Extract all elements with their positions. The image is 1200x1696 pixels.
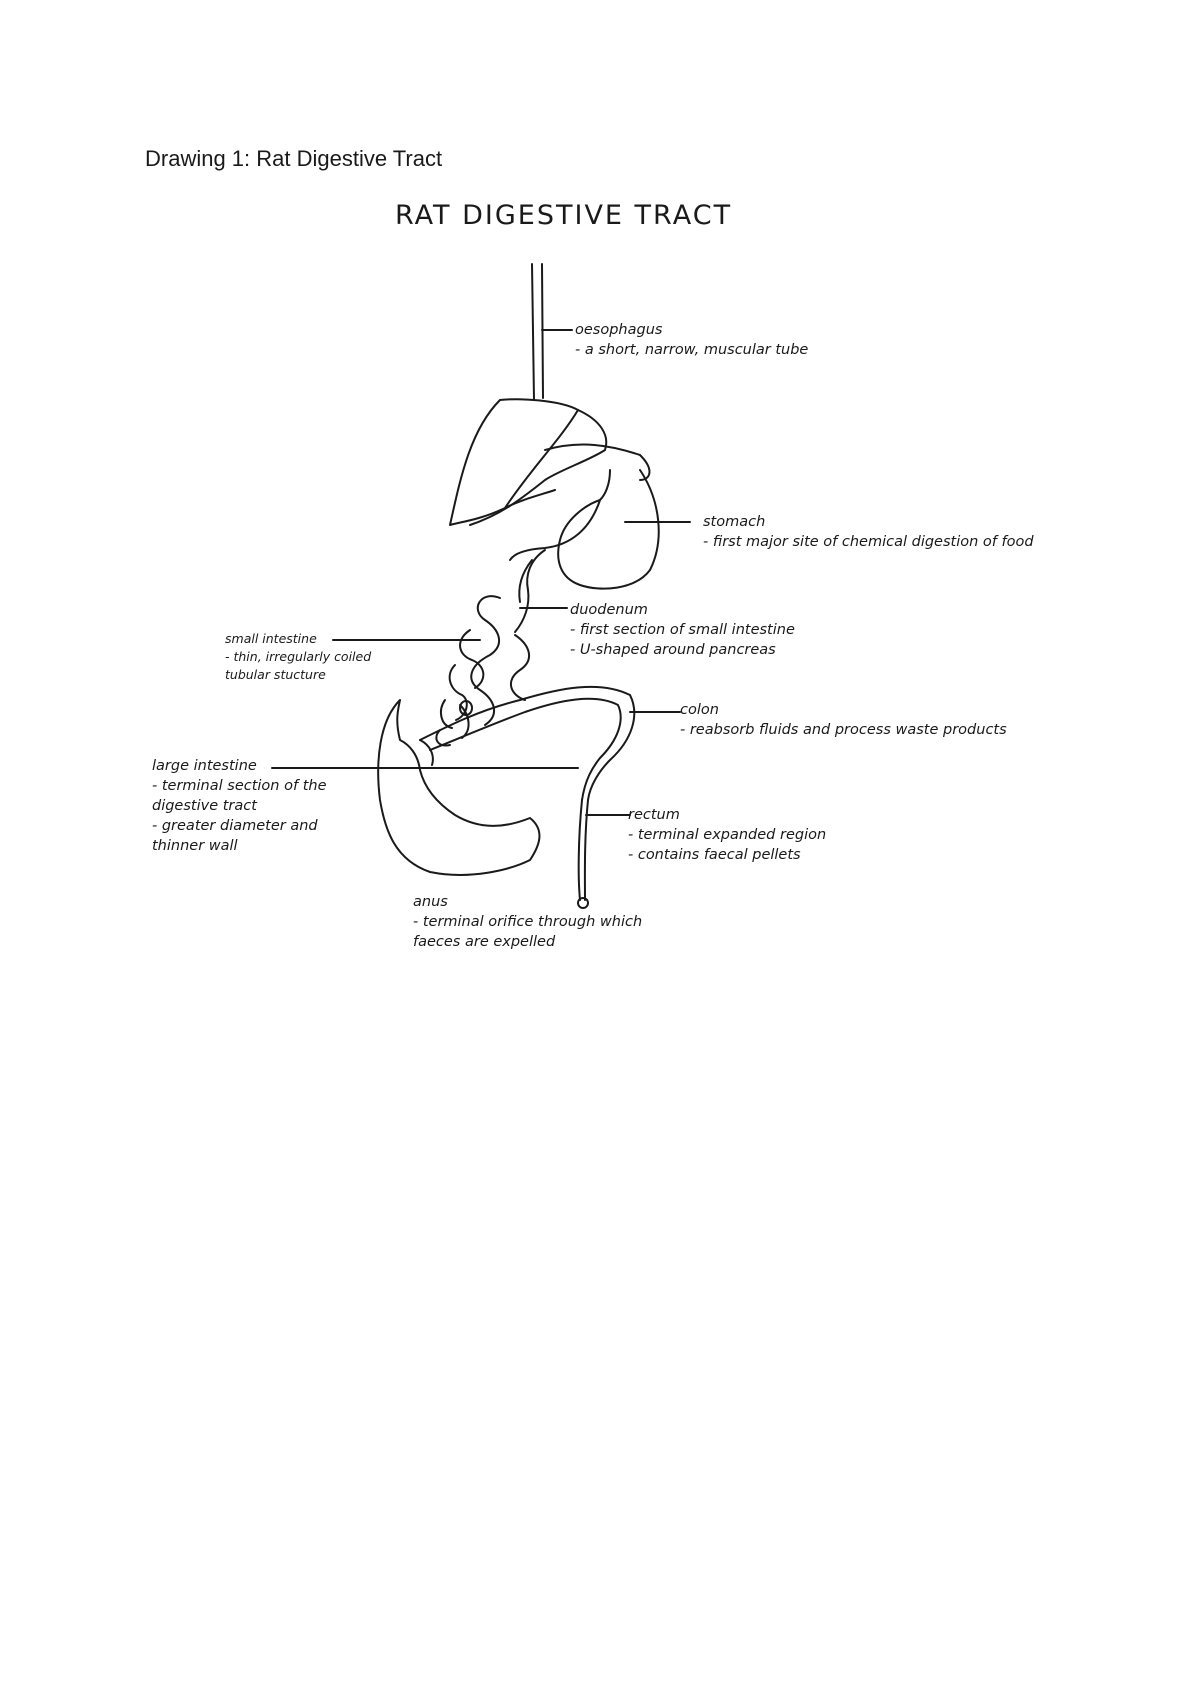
label-colon-name: colon	[680, 702, 719, 718]
oesophagus-shape	[532, 264, 543, 400]
label-large-intestine-name: large intestine	[152, 758, 257, 774]
label-anus-name: anus	[413, 894, 448, 910]
label-duodenum-name: duodenum	[570, 602, 648, 618]
label-oesophagus	[575, 320, 808, 360]
drawing-title: RAT DIGESTIVE TRACT	[395, 200, 733, 231]
label-oesophagus-desc: - a short, narrow, muscular tube	[575, 342, 809, 358]
label-anus-desc-1: - terminal orifice through which	[413, 914, 643, 930]
label-duodenum-desc-1: - first section of small intestine	[570, 622, 795, 638]
label-anus	[413, 892, 642, 952]
label-anus-desc-2: faeces are expelled	[413, 934, 556, 950]
label-stomach-desc: - first major site of chemical digestion of food	[703, 534, 1034, 550]
label-oesophagus-name: oesophagus	[575, 322, 663, 338]
label-duodenum-desc-2: - U-shaped around pancreas	[570, 642, 776, 658]
label-small-intestine-name: small intestine	[225, 631, 317, 646]
label-small-intestine-desc-2: tubular stucture	[225, 667, 326, 682]
page-heading: Drawing 1: Rat Digestive Tract	[145, 146, 443, 171]
label-large-intestine-desc-2: digestive tract	[152, 798, 257, 814]
label-large-intestine-desc-1: - terminal section of the	[152, 778, 327, 794]
label-rectum-desc-1: - terminal expanded region	[628, 827, 827, 843]
label-small-intestine-desc-1: - thin, irregularly coiled	[225, 649, 372, 664]
liver-shape	[450, 399, 649, 525]
label-colon-desc: - reabsorb fluids and process waste products	[680, 722, 1007, 738]
label-large-intestine	[152, 756, 327, 856]
label-stomach-name: stomach	[703, 514, 766, 530]
label-rectum	[628, 805, 826, 865]
colon-shape	[420, 687, 680, 800]
label-duodenum	[570, 600, 795, 660]
label-small-intestine	[225, 630, 371, 684]
label-rectum-name: rectum	[628, 807, 680, 823]
label-large-intestine-desc-4: thinner wall	[152, 838, 238, 854]
stomach-shape	[510, 470, 690, 589]
label-colon	[680, 700, 1007, 740]
label-large-intestine-desc-3: - greater diameter and	[152, 818, 318, 834]
label-stomach	[703, 512, 1034, 552]
label-rectum-desc-2: - contains faecal pellets	[628, 847, 801, 863]
